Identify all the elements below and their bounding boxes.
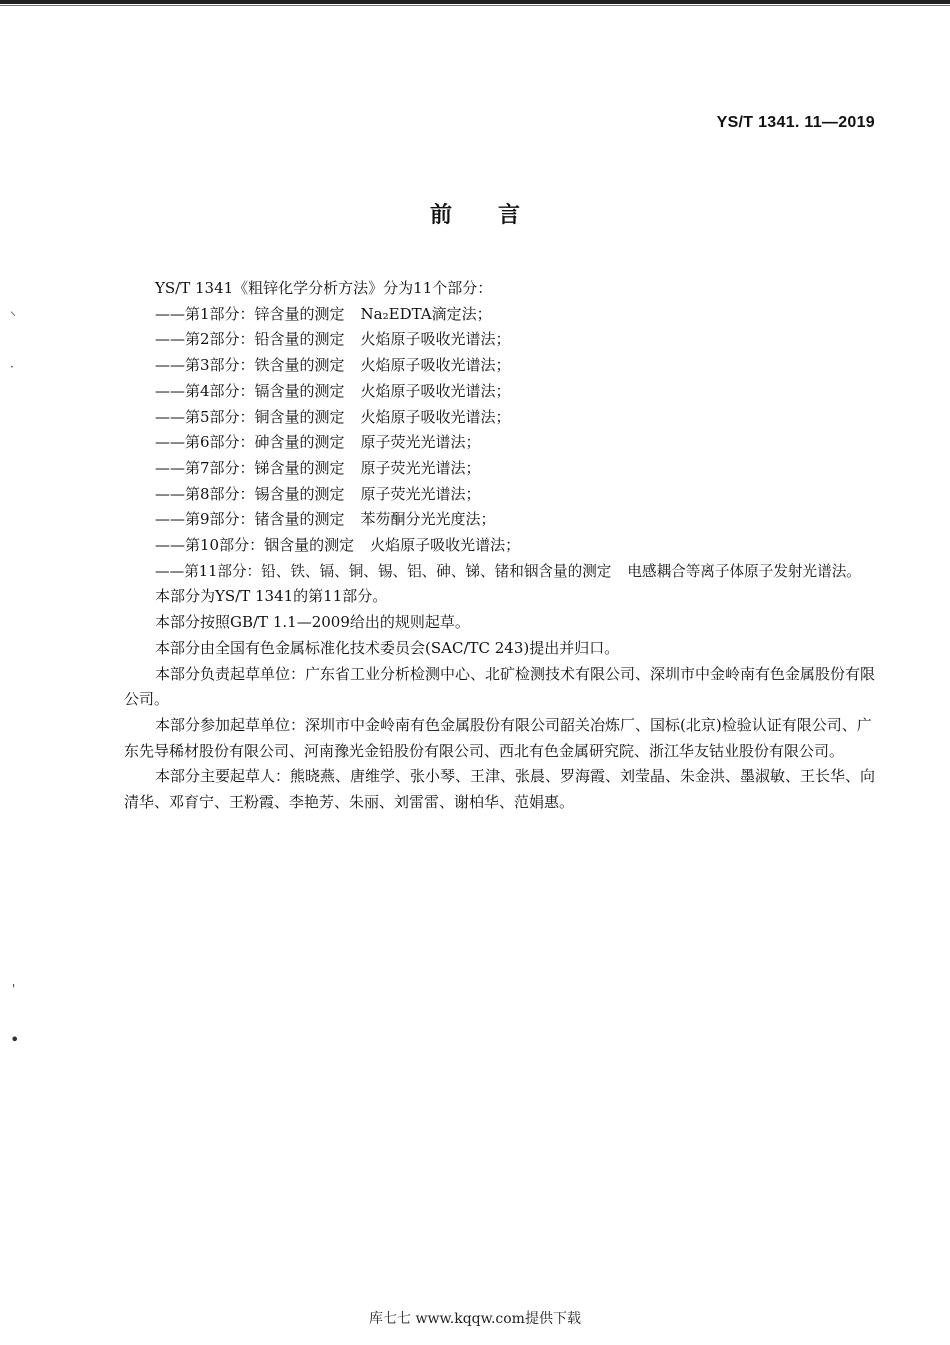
scan-mark: ': [12, 982, 16, 996]
scan-mark: ⸌: [10, 309, 17, 323]
part-item: [124, 430, 880, 456]
part-method: 火焰原子吸收光谱法；: [370, 536, 521, 555]
page-title: 前言: [429, 203, 566, 228]
part-label: ——第6部分：砷含量的测定: [155, 433, 345, 452]
part-item: [124, 353, 880, 379]
part-method: Na₂EDTA滴定法；: [360, 304, 492, 323]
scan-mark: •: [10, 1030, 20, 1049]
part-label: ——第2部分：铅含量的测定: [155, 330, 345, 349]
part-label: ——第8部分：锡含量的测定: [155, 484, 345, 503]
part-method: 原子荧光光谱法；: [360, 433, 481, 452]
intro-text: YS/T 1341《粗锌化学分析方法》分为11个部分：: [155, 279, 493, 297]
part-of-text: 本部分为YS/T 1341的第11部分。: [155, 587, 388, 606]
drafters-text: 本部分主要起草人：熊晓燕、唐维学、张小琴、王津、张晨、罗海霞、刘莹晶、朱金洪、墨淑敏、王长华、向清华、邓育宁、王粉霞、李艳芳、朱丽、刘雷雷、谢柏华、范娟惠。: [124, 767, 876, 812]
part-label: ——第1部分：锌含量的测定: [155, 304, 345, 323]
part-item: [124, 379, 880, 405]
part-method: 火焰原子吸收光谱法；: [360, 381, 511, 400]
part-item: [124, 456, 880, 482]
part-label: ——第11部分：铅、铁、镉、铜、锡、铝、砷、锑、锗和铟含量的测定: [155, 562, 612, 580]
part-label: ——第4部分：镉含量的测定: [155, 381, 345, 400]
part-item: [124, 327, 880, 353]
part-label: ——第7部分：锑含量的测定: [155, 458, 345, 477]
top-rule-thin: [0, 5, 950, 6]
part-method: 原子荧光光谱法；: [360, 484, 481, 503]
part-item: [124, 302, 880, 328]
part-item: [124, 507, 880, 533]
standard-number: YS/T 1341. 11—2019: [716, 114, 875, 131]
part-method: 苯芴酮分光光度法；: [360, 510, 496, 529]
part-item: [124, 482, 880, 508]
part-label: ——第10部分：铟含量的测定: [155, 536, 355, 555]
part-item: [124, 559, 880, 585]
part-label: ——第5部分：铜含量的测定: [155, 407, 345, 426]
part-method: 原子荧光光谱法；: [360, 458, 481, 477]
scan-mark: ·: [10, 360, 14, 374]
part-method: 火焰原子吸收光谱法；: [360, 356, 511, 375]
responsible-units-text: 本部分负责起草单位：广东省工业分析检测中心、北矿检测技术有限公司、深圳市中金岭南有色金属股份有限公司。: [124, 664, 876, 709]
part-label: ——第3部分：铁含量的测定: [155, 356, 345, 375]
footer-watermark: 库七七 www.kqqw.com提供下载: [369, 1311, 581, 1327]
part-item: [124, 533, 880, 559]
drafting-rules-text: 本部分按照GB/T 1.1—2009给出的规则起草。: [155, 613, 470, 632]
foreword-body: [124, 276, 880, 816]
participating-units-text: 本部分参加起草单位：深圳市中金岭南有色金属股份有限公司韶关冶炼厂、国标(北京)检验认证有限公司、广东先导稀材股份有限公司、河南豫光金铅股份有限公司、西北有色金属研究院、浙江华友钴业股份有限公司。: [124, 715, 872, 760]
top-rule: [0, 0, 950, 4]
part-method: 电感耦合等离子体原子发射光谱法。: [627, 562, 861, 580]
part-method: 火焰原子吸收光谱法；: [360, 407, 511, 426]
part-label: ——第9部分：锗含量的测定: [155, 510, 345, 529]
part-item: [124, 405, 880, 431]
part-method: 火焰原子吸收光谱法；: [360, 330, 511, 349]
proposed-by-text: 本部分由全国有色金属标准化技术委员会(SAC/TC 243)提出并归口。: [155, 638, 620, 657]
